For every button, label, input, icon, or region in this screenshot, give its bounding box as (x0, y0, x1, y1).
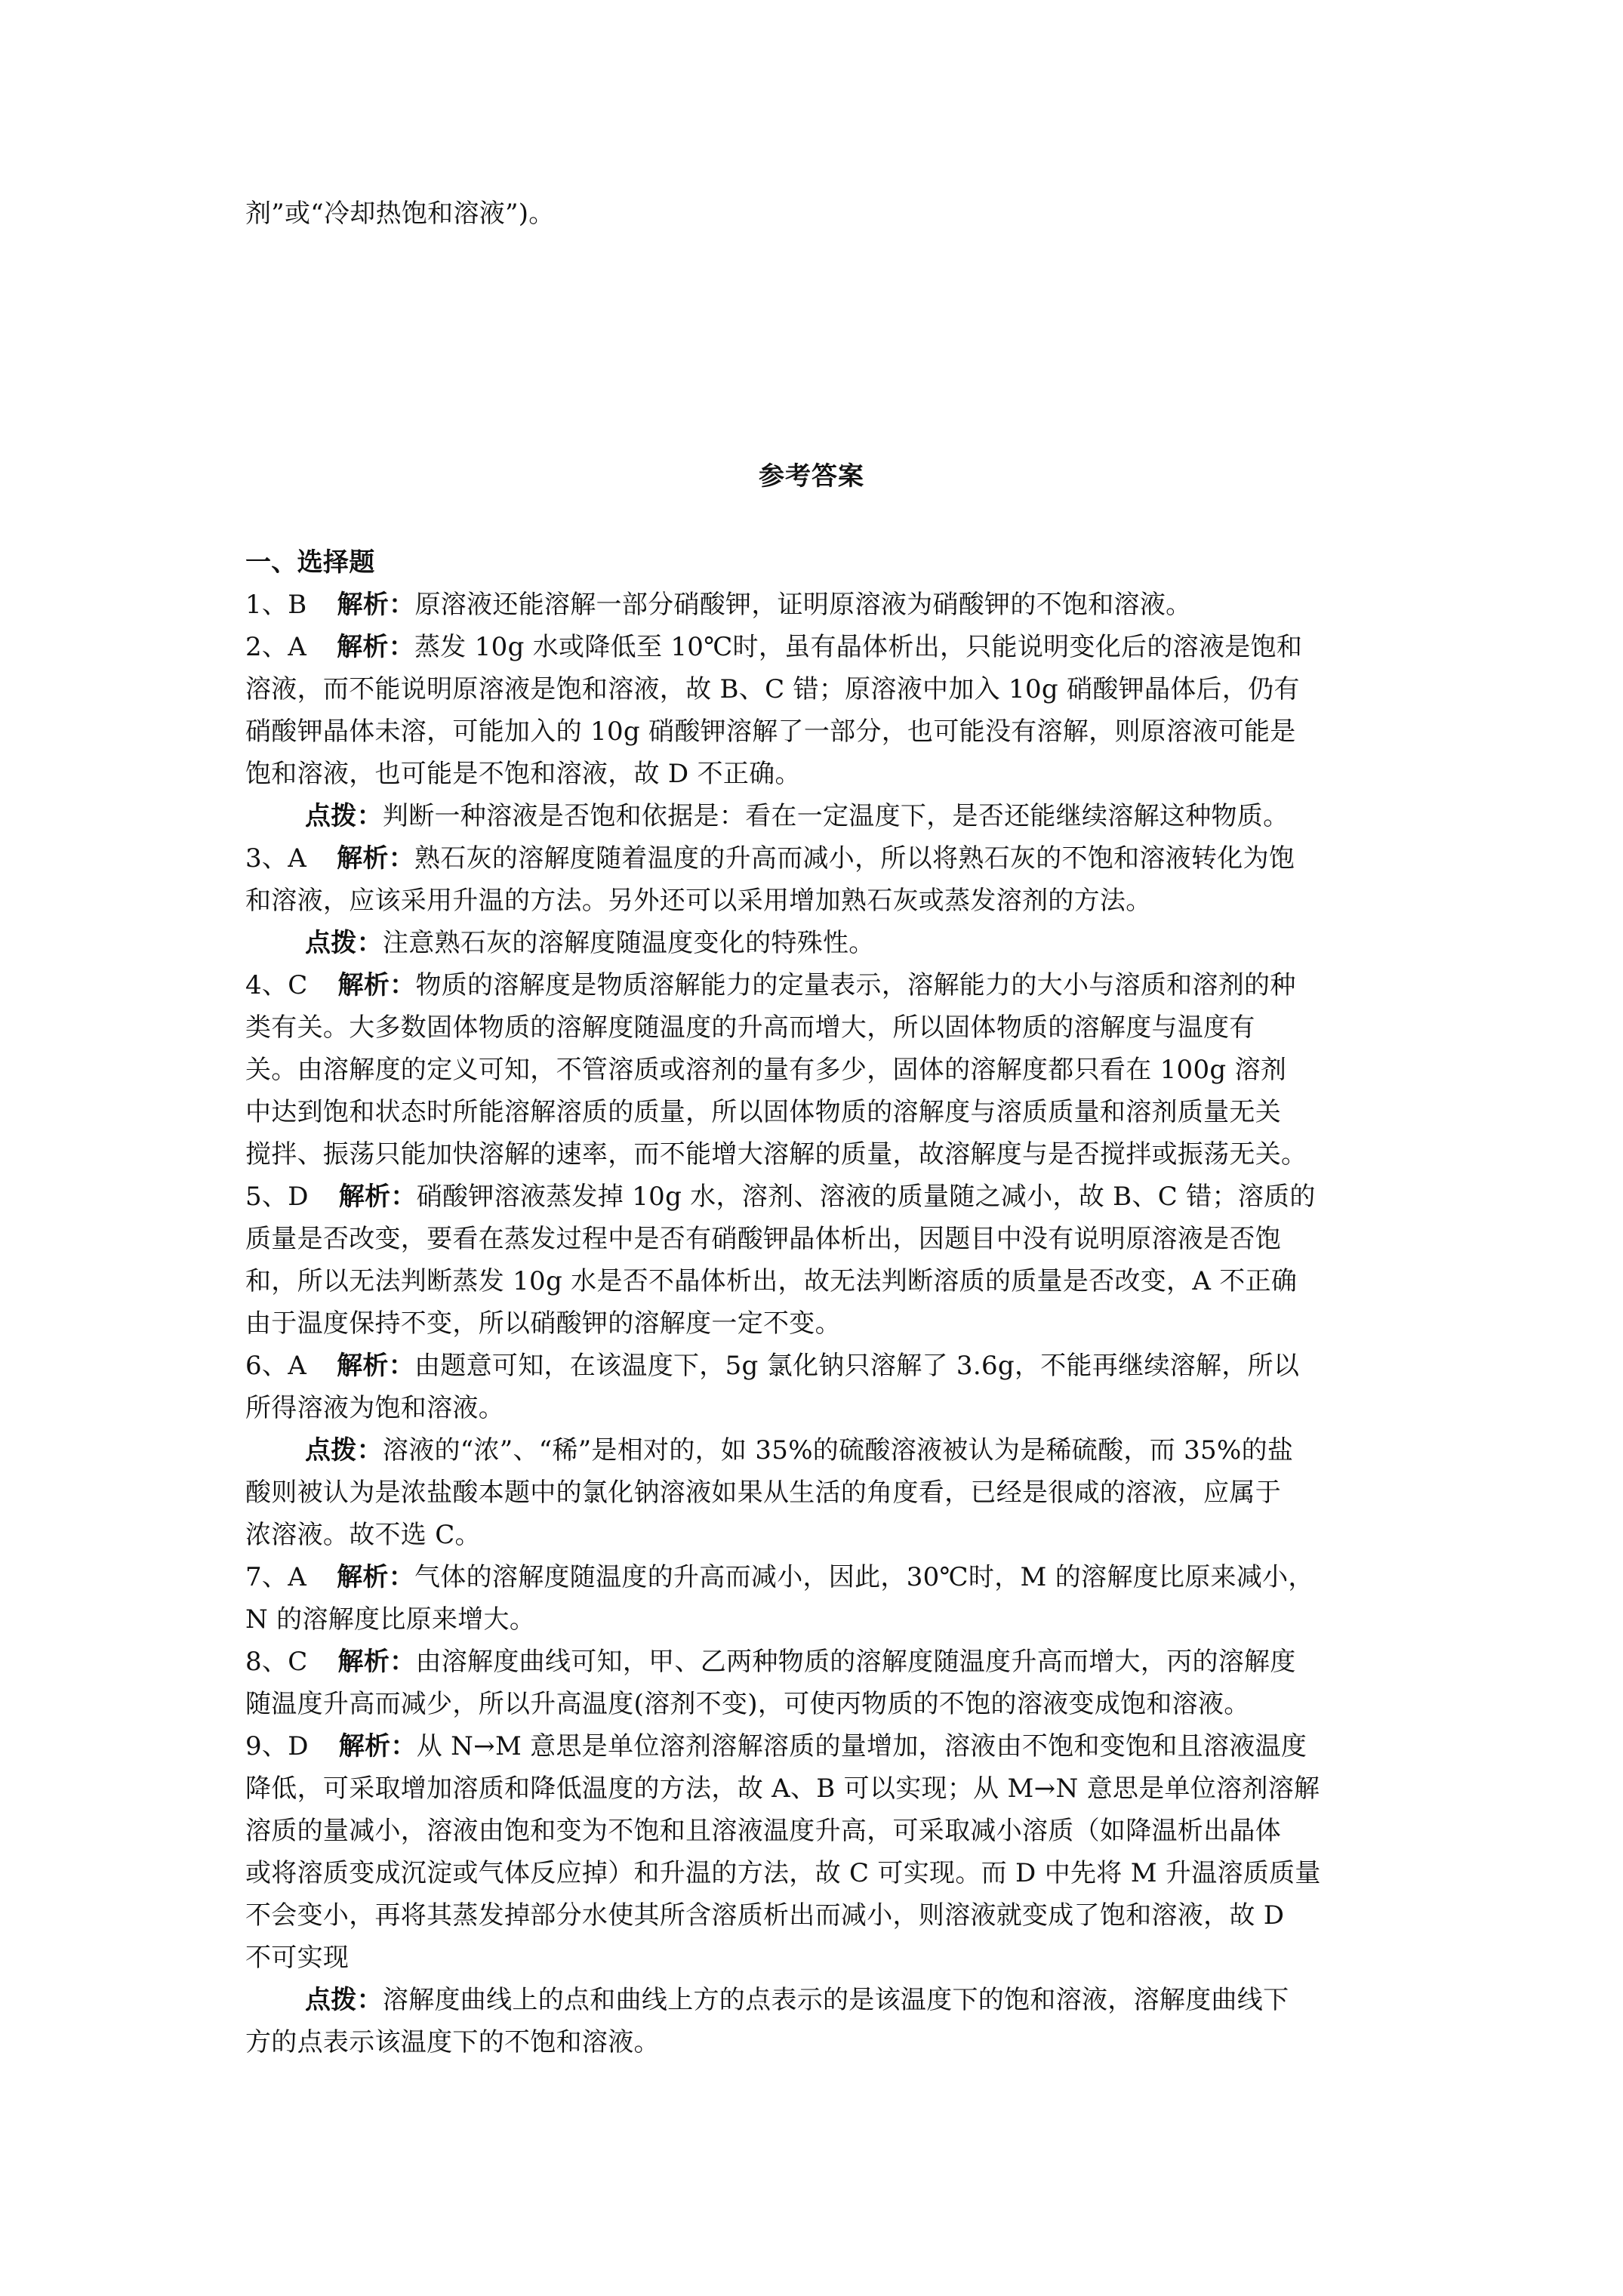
tip-text: 溶液的“浓”、“稀”是相对的，如 35%的硫酸溶液被认为是稀硫酸，而 35%的盐 (382, 1435, 1294, 1465)
answer-9-line-1 (245, 1725, 1307, 1762)
answer-text: 蒸发 10g 水或降低至 10℃时，虽有晶体析出，只能说明变化后的溶液是饱和 (414, 632, 1303, 662)
analysis-label: 解析： (338, 1731, 417, 1761)
section-title: 一、选择题 (245, 547, 375, 578)
tip-label: 点拨： (305, 801, 383, 831)
answer-6-line-2: 所得溶液为饱和溶液。 (245, 1393, 504, 1423)
answer-2-line-2: 溶液，而不能说明原溶液是饱和溶液，故 B、C 错；原溶液中加入 10g 硝酸钾晶体后，仍有 (245, 674, 1300, 704)
answer-9-line-2: 降低，可采取增加溶质和降低温度的方法，故 A、B 可以实现；从 M→N 意思是单位溶剂溶解 (245, 1774, 1320, 1804)
answer-9-line-6: 不可实现 (245, 1943, 350, 1973)
answer-number: 2、A (245, 632, 307, 662)
answer-9-line-3: 溶质的量减小，溶液由饱和变为不饱和且溶液温度升高，可采取减小溶质（如降温析出晶体 (245, 1816, 1281, 1846)
answer-6-tip (305, 1429, 1293, 1466)
answer-5-line-2: 质量是否改变，要看在蒸发过程中是否有硝酸钾晶体析出，因题目中没有说明原溶液是否饱 (245, 1224, 1281, 1254)
answer-5-line-3: 和，所以无法判断蒸发 10g 水是否不晶体析出，故无法判断溶质的质量是否改变，A 不正确 (245, 1266, 1298, 1296)
analysis-label: 解析： (338, 1182, 417, 1212)
analysis-label: 解析： (337, 632, 414, 662)
tip-label: 点拨： (305, 1985, 383, 2015)
answer-4-line-3: 关。由溶解度的定义可知，不管溶质或溶剂的量有多少，固体的溶解度都只看在 100g 溶剂 (245, 1055, 1287, 1085)
answer-2-tip (305, 795, 1289, 832)
analysis-label: 解析： (337, 970, 416, 1000)
answer-text: 由题意可知，在该温度下，5g 氯化钠只溶解了 3.6g，不能再继续溶解，所以 (414, 1351, 1300, 1381)
answer-4-line-5: 搅拌、振荡只能加快溶解的速率，而不能增大溶解的质量，故溶解度与是否搅拌或振荡无关。 (245, 1139, 1307, 1170)
answer-9-tip (305, 1979, 1289, 2016)
answer-number: 6、A (245, 1351, 307, 1381)
answer-number: 8、C (245, 1647, 308, 1677)
answer-number: 7、A (245, 1562, 307, 1592)
analysis-label: 解析： (337, 843, 414, 874)
answer-2-line-1 (245, 626, 1302, 663)
answer-text: 硝酸钾溶液蒸发掉 10g 水，溶剂、溶液的质量随之减小，故 B、C 错；溶质的 (416, 1182, 1316, 1212)
answer-number: 1、B (245, 590, 307, 620)
answer-3-line-1 (245, 837, 1295, 874)
analysis-label: 解析： (337, 1562, 414, 1592)
answer-text: 气体的溶解度随温度的升高而减小，因此，30℃时，M 的溶解度比原来减小， (414, 1562, 1314, 1592)
answer-7-line-2: N 的溶解度比原来增大。 (245, 1604, 536, 1635)
answer-text: 原溶液还能溶解一部分硝酸钾，证明原溶液为硝酸钾的不饱和溶液。 (414, 590, 1192, 620)
tip-text: 溶解度曲线上的点和曲线上方的点表示的是该温度下的饱和溶液，溶解度曲线下 (382, 1985, 1289, 2015)
answer-7-line-1 (245, 1556, 1314, 1593)
analysis-label: 解析： (337, 1647, 416, 1677)
answer-text: 熟石灰的溶解度随着温度的升高而减小，所以将熟石灰的不饱和溶液转化为饱 (414, 843, 1295, 874)
answer-4-line-2: 类有关。大多数固体物质的溶解度随温度的升高而增大，所以固体物质的溶解度与温度有 (245, 1012, 1255, 1043)
answer-number: 5、D (245, 1182, 309, 1212)
answer-text: 物质的溶解度是物质溶解能力的定量表示，溶解能力的大小与溶质和溶剂的种 (415, 970, 1296, 1000)
answer-number: 3、A (245, 843, 307, 874)
answer-4-line-4: 中达到饱和状态时所能溶解溶质的质量，所以固体物质的溶解度与溶质质量和溶剂质量无关 (245, 1097, 1281, 1127)
answer-6-line-1 (245, 1345, 1299, 1382)
answer-8-line-2: 随温度升高而减少，所以升高温度(溶剂不变)，可使丙物质的不饱的溶液变成饱和溶液。 (245, 1689, 1250, 1719)
answer-5-line-1 (245, 1176, 1316, 1213)
answer-1-line-1 (245, 584, 1191, 621)
answer-text: 从 N→M 意思是单位溶剂溶解溶质的量增加，溶液由不饱和变饱和且溶液温度 (416, 1731, 1307, 1761)
tip-text: 判断一种溶液是否饱和依据是：看在一定温度下，是否还能继续溶解这种物质。 (382, 801, 1289, 831)
answer-8-line-1 (245, 1641, 1296, 1678)
continuation-line: 剂”或“冷却热饱和溶液”)。 (245, 199, 555, 229)
answer-5-line-4: 由于温度保持不变，所以硝酸钾的溶解度一定不变。 (245, 1308, 841, 1339)
answer-number: 4、C (245, 970, 308, 1000)
analysis-label: 解析： (337, 590, 415, 620)
answer-4-line-1 (245, 964, 1296, 1001)
answer-9-line-5: 不会变小，再将其蒸发掉部分水使其所含溶质析出而减小，则溶液就变成了饱和溶液，故 D (245, 1900, 1285, 1931)
answer-number: 9、D (245, 1731, 309, 1761)
tip-text: 注意熟石灰的溶解度随温度变化的特殊性。 (382, 928, 875, 958)
answer-6-tip-line-2: 酸则被认为是浓盐酸本题中的氯化钠溶液如果从生活的角度看，已经是很咸的溶液，应属于 (245, 1478, 1281, 1508)
analysis-label: 解析： (337, 1351, 414, 1381)
answer-9-line-4: 或将溶质变成沉淀或气体反应掉）和升温的方法，故 C 可实现。而 D 中先将 M 升温溶质质量 (245, 1858, 1321, 1888)
answer-6-tip-line-3: 浓溶液。故不选 C。 (245, 1520, 481, 1550)
answer-key-title: 参考答案 (759, 461, 864, 492)
answer-2-line-3: 硝酸钾晶体未溶，可能加入的 10g 硝酸钾溶解了一部分，也可能没有溶解，则原溶液可能是 (245, 717, 1296, 747)
answer-3-line-2: 和溶液，应该采用升温的方法。另外还可以采用增加熟石灰或蒸发溶剂的方法。 (245, 886, 1152, 916)
tip-label: 点拨： (305, 1435, 383, 1465)
answer-3-tip (305, 922, 875, 959)
answer-text: 由溶解度曲线可知，甲、乙两种物质的溶解度随温度升高而增大，丙的溶解度 (415, 1647, 1296, 1677)
answer-9-tip-line-2: 方的点表示该温度下的不饱和溶液。 (245, 2027, 660, 2057)
answer-2-line-4: 饱和溶液，也可能是不饱和溶液，故 D 不正确。 (245, 759, 801, 789)
tip-label: 点拨： (305, 928, 383, 958)
